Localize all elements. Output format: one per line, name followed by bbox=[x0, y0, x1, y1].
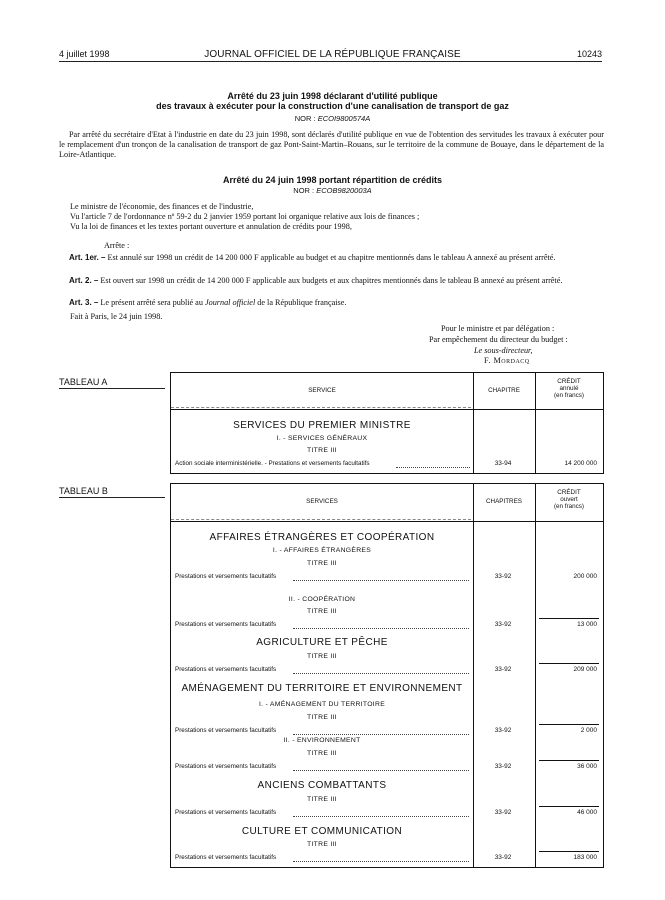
tableau-b-label: TABLEAU B bbox=[59, 486, 108, 496]
arrete2-title: Arrêté du 24 juin 1998 portant répartition de crédits bbox=[222, 175, 443, 185]
tableau-b-row-label: Prestations et versements facultatifs bbox=[175, 854, 277, 861]
tableau-b-row-label: Prestations et versements facultatifs bbox=[175, 621, 277, 628]
tableau-b-row-label: Prestations et versements facultatifs bbox=[175, 809, 277, 816]
tableau-b-row-leader bbox=[293, 816, 469, 817]
tableau-b-amount-rule bbox=[539, 806, 599, 807]
article-2 bbox=[59, 276, 604, 286]
tableau-b-titre: TITRE III bbox=[307, 750, 337, 757]
article-3-text-b: de la République française. bbox=[255, 298, 347, 307]
tableau-b-row-chapter: 33-92 bbox=[494, 621, 512, 628]
tableau-b-titre: TITRE III bbox=[307, 796, 337, 803]
tableau-b-col-services: SERVICES bbox=[306, 498, 338, 505]
arrete2-nor bbox=[60, 186, 605, 195]
tableau-b-titre: TITRE III bbox=[307, 560, 337, 567]
arrete2-nor-code: ECOB9820003A bbox=[316, 186, 372, 195]
tableau-b-row-chapter: 33-92 bbox=[494, 666, 512, 673]
tableau-b-titre: TITRE III bbox=[307, 608, 337, 615]
article-1-label: Art. 1er. – bbox=[69, 253, 106, 262]
tableau-b-row-label: Prestations et versements facultatifs bbox=[175, 727, 277, 734]
tableau-a-section: I. - SERVICES GÉNÉRAUX bbox=[276, 435, 368, 442]
visa-ordonnance: Vu l'article 7 de l'ordonnance nº 59-2 du 2 janvier 1959 portant loi organique relative aux lois de finances ; bbox=[70, 212, 420, 221]
tableau-a-col-credit-3: (en francs) bbox=[553, 392, 585, 399]
arrete1-nor-code: ECOI9800574A bbox=[317, 114, 371, 123]
article-1 bbox=[59, 253, 604, 263]
arrete-heading: Arrête : bbox=[104, 241, 130, 250]
tableau-b-section: II. - COOPÉRATION bbox=[288, 596, 356, 603]
tableau-b-amount-rule bbox=[539, 618, 599, 619]
tableau-a bbox=[170, 372, 604, 474]
signature-role: Le sous-directeur, bbox=[474, 346, 533, 355]
tableau-b-section: I. - AMÉNAGEMENT DU TERRITOIRE bbox=[258, 701, 386, 708]
header-page-number: 10243 bbox=[576, 49, 602, 59]
header-date: 4 juillet 1998 bbox=[59, 49, 110, 59]
arrete1-body: Par arrêté du secrétaire d'Etat à l'industrie en date du 23 juin 1998, sont déclarés d'utilité publique en vue de l'obtention des servitudes les travaux à exécuter pour le remplacement d'un tronçon de la canalisation de transport de gaz Pont-Saint-Martin–Rouans, sur le territoire de la commune de Bouaye, dans le département de la Loire-Atlantique. bbox=[59, 130, 604, 159]
tableau-a-dashed-rule bbox=[171, 407, 471, 408]
tableau-b-titre: TITRE III bbox=[307, 714, 337, 721]
tableau-b-row-chapter: 33-92 bbox=[494, 573, 512, 580]
header-journal-title: JOURNAL OFFICIEL DE LA RÉPUBLIQUE FRANÇAISE bbox=[204, 49, 461, 60]
tableau-a-col-service: SERVICE bbox=[308, 387, 336, 394]
fait-a-paris: Fait à Paris, le 24 juin 1998. bbox=[70, 312, 163, 321]
signature-name: F. Mordacq bbox=[484, 356, 530, 365]
article-3 bbox=[59, 298, 604, 308]
tableau-b-row-leader bbox=[293, 861, 469, 862]
tableau-a-row-label: Action sociale interministérielle. - Prestations et versements facultatifs bbox=[175, 460, 370, 467]
tableau-a-titre: TITRE III bbox=[307, 447, 337, 454]
tableau-b-col-credit-1: CRÉDIT bbox=[557, 489, 581, 496]
arrete1-nor bbox=[60, 114, 605, 123]
tableau-b-row-leader bbox=[293, 770, 469, 771]
tableau-b-row-amount: 13 000 bbox=[577, 621, 597, 628]
tableau-b-titre: TITRE III bbox=[307, 653, 337, 660]
tableau-b-row-label: Prestations et versements facultatifs bbox=[175, 573, 277, 580]
visa-loi-finances: Vu la loi de finances et les textes portant ouverture et annulation de crédits pour 1998, bbox=[70, 222, 352, 231]
tableau-a-ministry: SERVICES DU PREMIER MINISTRE bbox=[233, 420, 411, 431]
tableau-b-section: I. - AFFAIRES ÉTRANGÈRES bbox=[272, 547, 372, 554]
tableau-a-row-amount: 14 200 000 bbox=[564, 460, 597, 467]
tableau-b-amount-rule bbox=[539, 851, 599, 852]
tableau-a-label: TABLEAU A bbox=[59, 377, 108, 387]
tableau-b-row-chapter: 33-92 bbox=[494, 763, 512, 770]
tableau-b-row-chapter: 33-92 bbox=[494, 854, 512, 861]
signature-delegation: Pour le ministre et par délégation : bbox=[441, 324, 555, 333]
tableau-b-section: II. - ENVIRONNEMENT bbox=[283, 737, 361, 744]
tableau-a-row-leader bbox=[396, 467, 470, 468]
tableau-b-col-credit bbox=[535, 489, 603, 510]
tableau-b-amount-rule bbox=[539, 760, 599, 761]
tableau-b-col-credit-2: ouvert bbox=[560, 496, 578, 503]
visa-minister: Le ministre de l'économie, des finances et de l'industrie, bbox=[70, 202, 254, 211]
arrete1-nor-prefix: NOR : bbox=[294, 114, 318, 123]
arrete1-title-line2: des travaux à exécuter pour la construction d'une canalisation de transport de gaz bbox=[156, 101, 509, 111]
tableau-b-row-leader bbox=[293, 580, 469, 581]
tableau-b-col-chapitres: CHAPITRES bbox=[485, 498, 523, 505]
tableau-b-ministry: AMÉNAGEMENT DU TERRITOIRE ET ENVIRONNEMENT bbox=[181, 683, 463, 694]
tableau-b-ministry: ANCIENS COMBATTANTS bbox=[257, 780, 387, 791]
arrete2-nor-prefix: NOR : bbox=[293, 186, 317, 195]
tableau-b-amount-rule bbox=[539, 663, 599, 664]
tableau-a-col-credit-2: annulé bbox=[559, 385, 579, 392]
tableau-a-header-rule bbox=[171, 409, 603, 410]
tableau-b-amount-rule bbox=[539, 724, 599, 725]
tableau-a-col-credit bbox=[535, 378, 603, 399]
tableau-b-row-amount: 200 000 bbox=[573, 573, 597, 580]
header-divider bbox=[59, 61, 602, 62]
tableau-b-col-credit-3: (en francs) bbox=[553, 503, 585, 510]
tableau-b-row-amount: 2 000 bbox=[580, 727, 597, 734]
tableau-b-row-label: Prestations et versements facultatifs bbox=[175, 763, 277, 770]
tableau-b-ministry: AFFAIRES ÉTRANGÈRES ET COOPÉRATION bbox=[209, 532, 435, 543]
article-3-journal-officiel: Journal officiel bbox=[204, 298, 256, 307]
article-3-label: Art. 3. – bbox=[69, 298, 99, 307]
tableau-b-header-rule bbox=[171, 521, 603, 522]
article-1-text: Est annulé sur 1998 un crédit de 14 200 000 F applicable au budget et au chapitre mentionnés dans le tableau A annexé au présent arrêté. bbox=[107, 253, 556, 262]
tableau-a-row-chapter: 33-94 bbox=[494, 460, 512, 467]
tableau-b-row-amount: 36 000 bbox=[577, 763, 597, 770]
tableau-a-col-credit-1: CRÉDIT bbox=[557, 378, 581, 385]
tableau-b-row-amount: 46 000 bbox=[577, 809, 597, 816]
article-2-label: Art. 2. – bbox=[69, 276, 99, 285]
tableau-b-row-amount: 183 000 bbox=[573, 854, 597, 861]
tableau-a-col-chapitre: CHAPITRE bbox=[488, 387, 520, 394]
tableau-b-row-leader bbox=[293, 628, 469, 629]
tableau-b-ministry: CULTURE ET COMMUNICATION bbox=[241, 826, 403, 837]
article-2-text: Est ouvert sur 1998 un crédit de 14 200 000 F applicable aux budgets et aux chapitres mentionnés dans le tableau B annexé au présent arrêté. bbox=[100, 276, 563, 285]
tableau-b-row-leader bbox=[293, 673, 469, 674]
tableau-b-dashed-rule bbox=[171, 519, 471, 520]
tableau-b-label-rule bbox=[59, 497, 165, 498]
article-3-text-a: Le présent arrêté sera publié au bbox=[100, 298, 205, 307]
tableau-b-row-label: Prestations et versements facultatifs bbox=[175, 666, 277, 673]
arrete1-title-line1: Arrêté du 23 juin 1998 déclarant d'utilité publique bbox=[227, 91, 438, 101]
tableau-b-titre: TITRE III bbox=[307, 841, 337, 848]
tableau-b-row-chapter: 33-92 bbox=[494, 727, 512, 734]
tableau-b bbox=[170, 483, 604, 868]
tableau-b-row-amount: 209 000 bbox=[573, 666, 597, 673]
tableau-a-label-rule bbox=[59, 388, 165, 389]
tableau-b-row-leader bbox=[293, 734, 469, 735]
signature-empechement: Par empêchement du directeur du budget : bbox=[429, 335, 568, 344]
tableau-b-ministry: AGRICULTURE ET PÊCHE bbox=[256, 637, 388, 648]
tableau-b-row-chapter: 33-92 bbox=[494, 809, 512, 816]
